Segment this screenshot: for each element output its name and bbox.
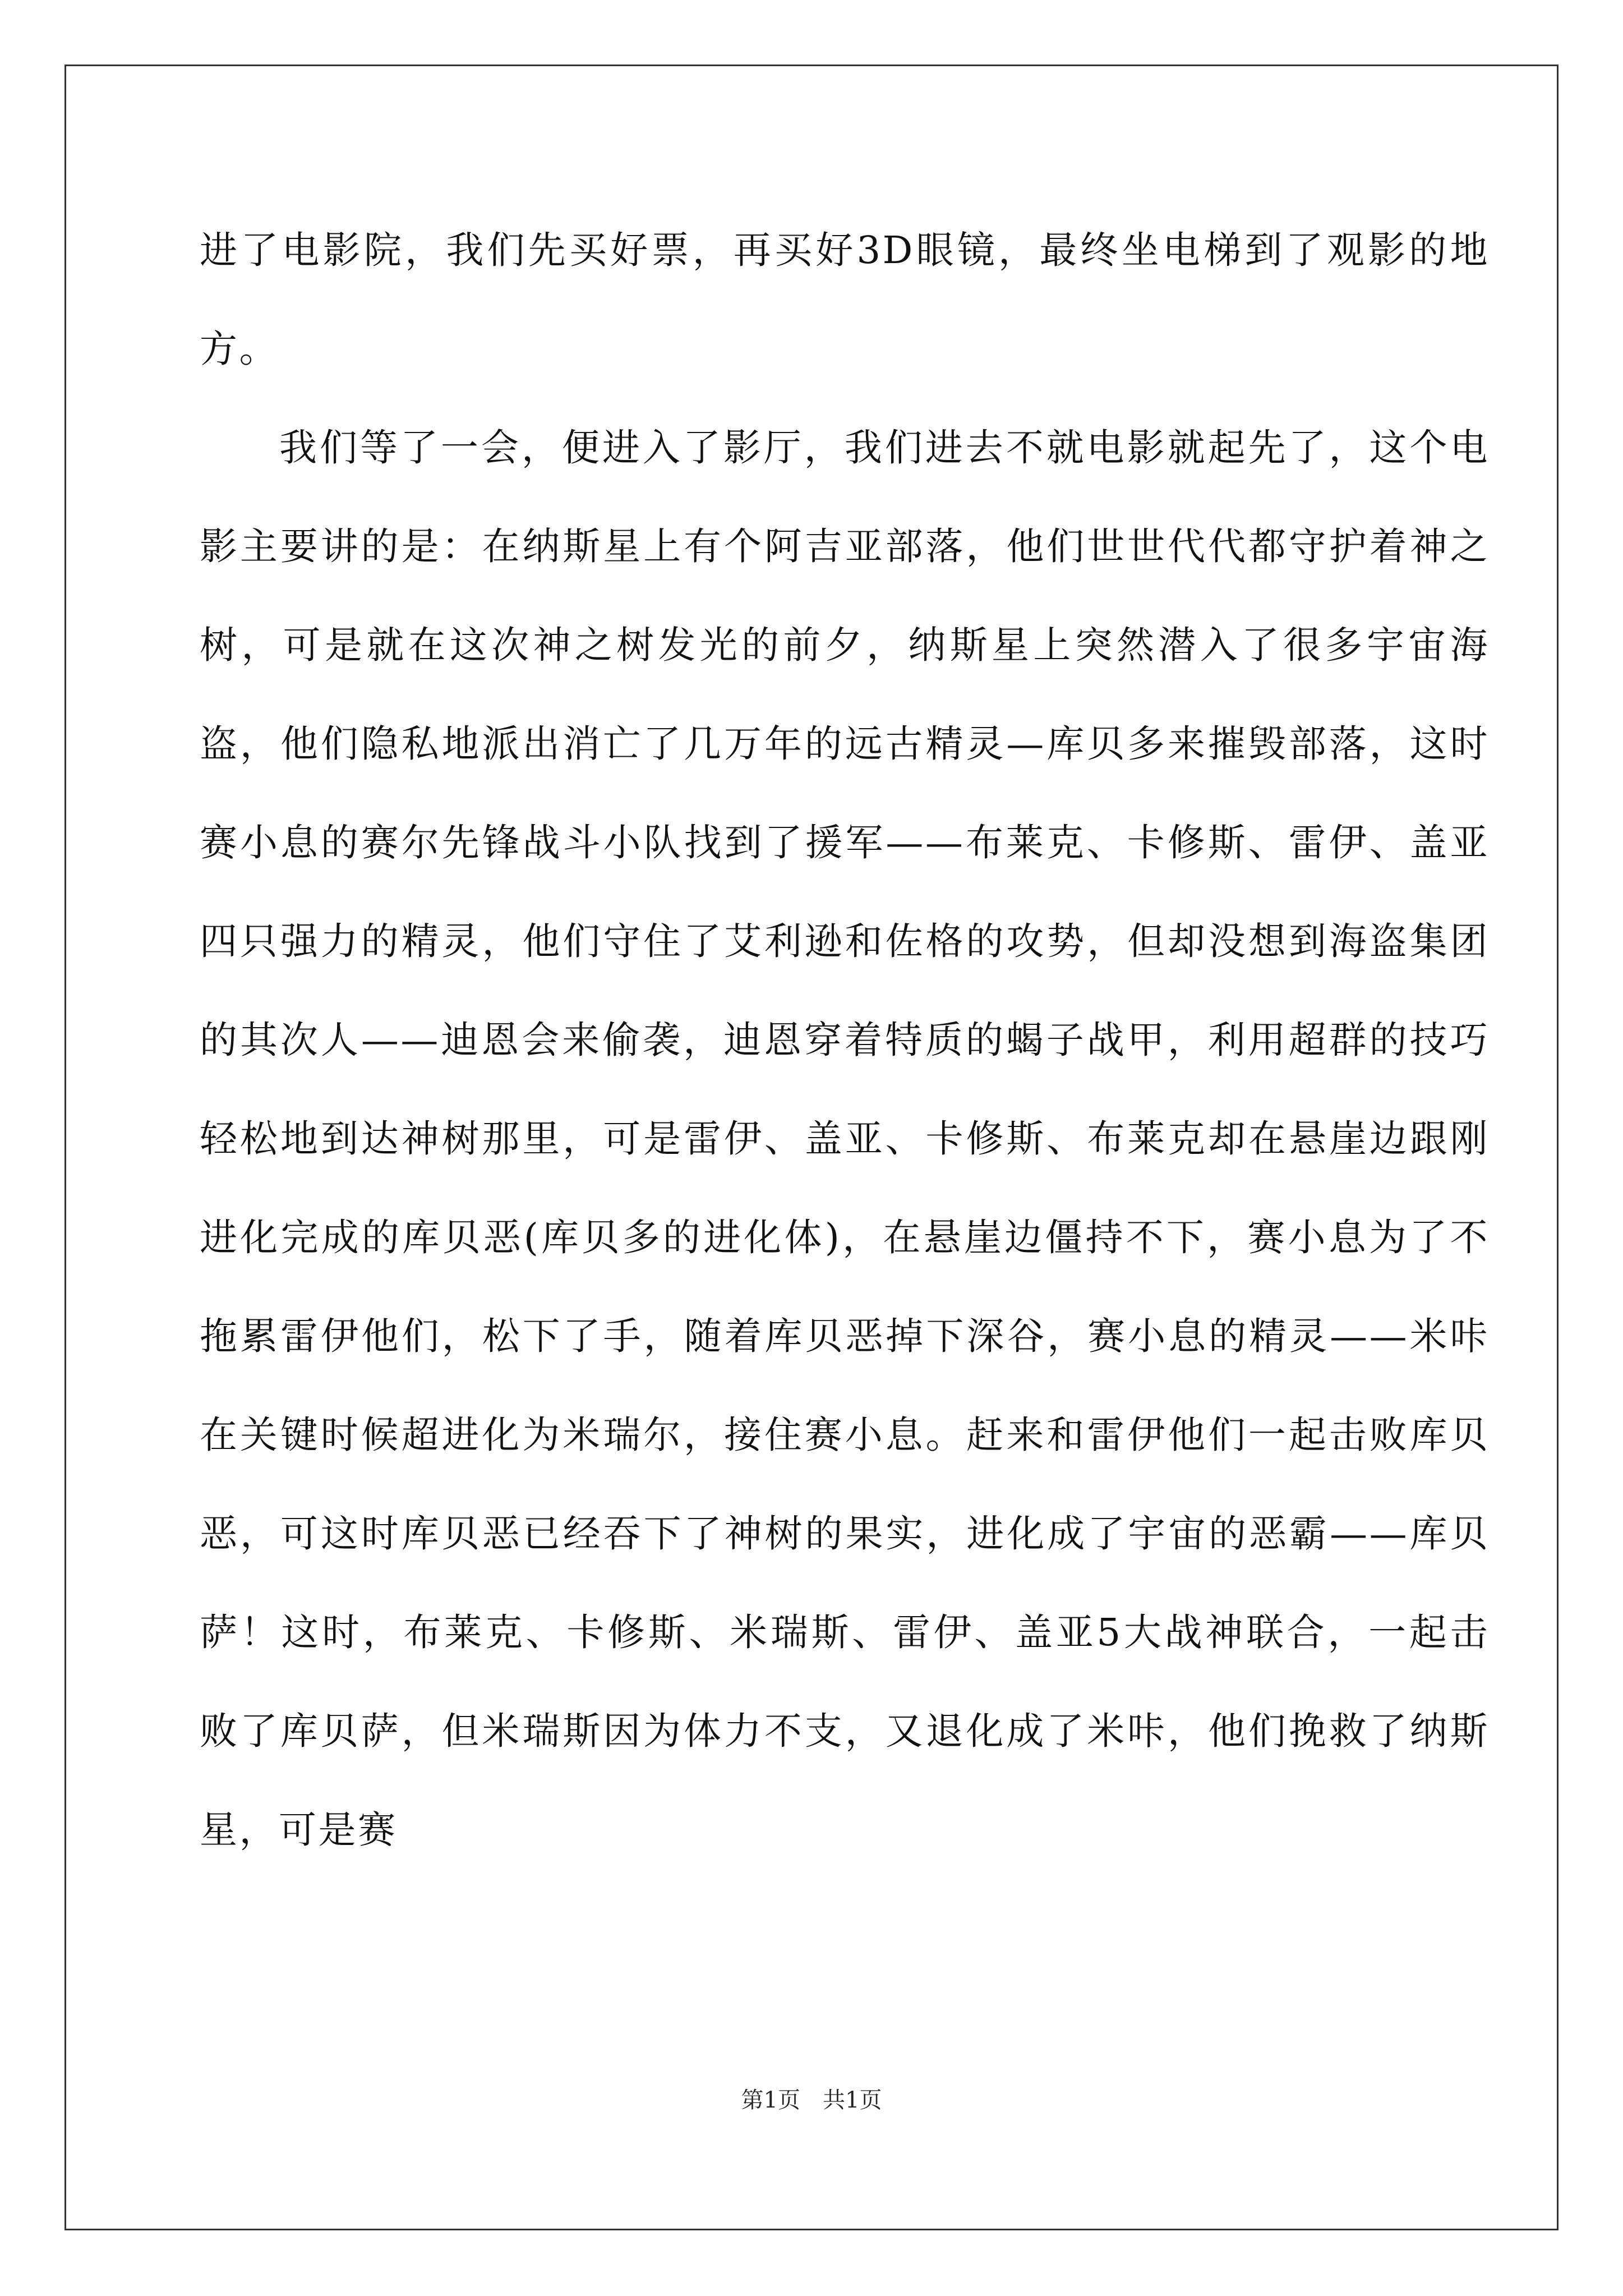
paragraph-1: 进了电影院，我们先买好票，再买好3D眼镜，最终坐电梯到了观影的地方。 [200,228,1490,371]
document-body [200,201,1490,1879]
page-number-footer: 第1页 共1页 [741,2087,882,2113]
paragraph-2: 我们等了一会，便进入了影厅，我们进去不就电影就起先了，这个电影主要讲的是：在纳斯星上有个阿吉亚部落，他们世世代代都守护着神之树，可是就在这次神之树发光的前夕，纳斯星上突然潜入了很多宇宙海盗，他们隐私地派出消亡了几万年的远古精灵—库贝多来摧毁部落，这时赛小息的赛尔先锋战斗小队找到了援军——布莱克、卡修斯、雷伊、盖亚四只强力的精灵，他们守住了艾利逊和佐格的攻势，但却没想到海盗集团的其次人——迪恩会来偷袭，迪恩穿着特质的蝎子战甲，利用超群的技巧轻松地到达神树那里，可是雷伊、盖亚、卡修斯、布莱克却在悬崖边跟刚进化完成的库贝恶(库贝多的进化体)，在悬崖边僵持不下，赛小息为了不拖累雷伊他们，松下了手，随着库贝恶掉下深谷，赛小息的精灵——米咔在关键时候超进化为米瑞尔，接住赛小息。赶来和雷伊他们一起击败库贝恶，可这时库贝恶已经吞下了神树的果实，进化成了宇宙的恶霸——库贝萨！这时，布莱克、卡修斯、米瑞斯、雷伊、盖亚5大战神联合，一起击败了库贝萨，但米瑞斯因为体力不支，又退化成了米咔，他们挽救了纳斯星，可是赛 [200,426,1490,1852]
